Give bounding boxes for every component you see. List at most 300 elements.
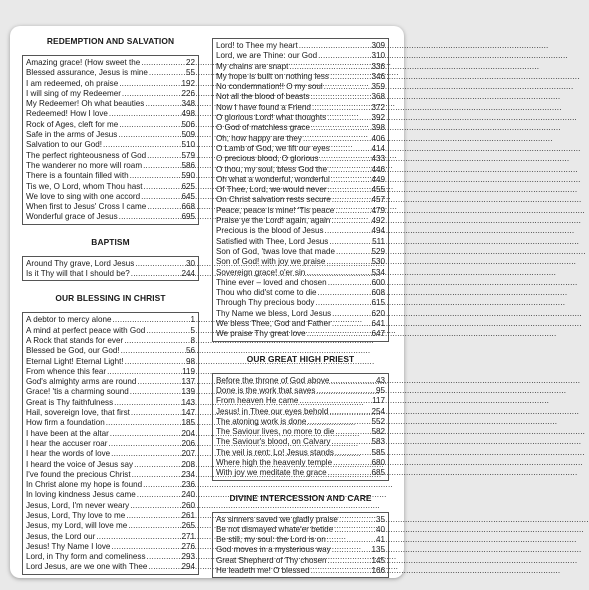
dot-leader [119, 120, 180, 130]
section-high-priest [212, 354, 389, 481]
hymn-first-line: In loving kindness Jesus came [26, 490, 136, 500]
hymn-first-line: Thine ever – loved and chosen [216, 277, 327, 287]
hymn-first-line: Done is the work that saves [216, 385, 316, 395]
hymn-first-line: We bless Thee, God and Father [216, 319, 331, 329]
hymn-first-line: Son of God, 'twas love that made [216, 246, 335, 256]
hymn-entry [26, 259, 195, 269]
hymn-entry [26, 460, 195, 470]
hymn-number: 135 [371, 545, 385, 555]
dot-leader [124, 336, 189, 346]
section-blessing-continued [212, 38, 389, 342]
hymn-entry [216, 62, 385, 72]
dot-leader [327, 113, 370, 123]
hymn-number: 586 [181, 160, 195, 170]
hymn-entry [216, 92, 385, 102]
dot-leader [131, 269, 181, 279]
hymn-number: 492 [371, 216, 385, 226]
hymn-first-line: Jesus, my Lord, will love me [26, 521, 128, 531]
hymn-number: 95 [375, 385, 385, 395]
dot-leader [110, 429, 181, 439]
hymn-number: 446 [371, 164, 385, 174]
dot-leader [130, 501, 180, 511]
hymn-first-line: As sinners saved we gladly praise [216, 514, 338, 524]
hymn-number: 98 [185, 356, 195, 366]
hymn-entry [216, 566, 385, 576]
hymn-entry [26, 552, 195, 562]
dot-leader [144, 182, 181, 192]
hymn-first-line: From heaven He came [216, 396, 299, 406]
dot-leader [334, 525, 375, 535]
hymn-first-line: I hear the accuser roar [26, 438, 108, 448]
dot-leader [331, 437, 370, 447]
right-column [212, 38, 389, 590]
dot-leader [329, 407, 370, 417]
dot-leader [146, 326, 189, 336]
hymn-first-line: On Christ salvation rests secure [216, 195, 331, 205]
hymn-number: 406 [371, 133, 385, 143]
hymn-first-line: Salvation to our God! [26, 140, 103, 150]
hymn-entry [216, 154, 385, 164]
hymn-first-line: I heard the voice of Jesus say [26, 459, 134, 469]
dot-leader [327, 535, 375, 545]
hymn-first-line: Rock of Ages, cleft for me [26, 119, 119, 129]
section-heading: BAPTISM [91, 236, 130, 247]
hymn-entry [216, 72, 385, 82]
dot-leader [108, 439, 180, 449]
dot-leader [318, 288, 371, 298]
hymn-number: 534 [371, 267, 385, 277]
hymn-number: 494 [371, 226, 385, 236]
hymn-first-line: The perfect righteousness of God [26, 150, 147, 160]
hymn-number: 309 [371, 41, 385, 50]
hymn-first-line: Tis we, O Lord, whom Thou hast [26, 181, 143, 191]
hymn-first-line: O glorious Lord! what thoughts [216, 113, 327, 123]
hymn-first-line: O precious blood, O glorious [216, 154, 319, 164]
hymn-first-line: Lord! to Thee my heart [216, 41, 298, 50]
hymn-first-line: No condemnation!! O my soul [216, 82, 323, 92]
hymn-entry [26, 377, 195, 387]
hymn-number: 479 [371, 205, 385, 215]
hymn-entry [26, 140, 195, 150]
hymn-entry [216, 556, 385, 566]
hymn-number: 265 [181, 521, 195, 531]
hymn-first-line: Great Shepherd of Thy chosen [216, 555, 327, 565]
hymn-number: 600 [371, 277, 385, 287]
hymn-entry [26, 387, 195, 397]
hymn-number: 30 [185, 258, 195, 268]
dot-leader [134, 460, 180, 470]
hymn-entry [26, 202, 195, 212]
hymn-first-line: Son of God! with joy we praise [216, 257, 326, 267]
dot-leader [145, 99, 180, 109]
dot-leader [303, 134, 371, 144]
dot-leader [118, 130, 180, 140]
hymn-number: 372 [371, 102, 385, 112]
hymn-number: 695 [181, 212, 195, 222]
hymn-entry [26, 398, 195, 408]
hymn-entry [26, 511, 195, 521]
hymn-entry [216, 319, 385, 329]
hymn-first-line: Satisfied with Thee, Lord Jesus [216, 236, 329, 246]
hymn-entry [216, 185, 385, 195]
hymn-number: 236 [181, 480, 195, 490]
dot-leader [112, 315, 189, 325]
hymn-entry [216, 247, 385, 257]
hymn-number: 510 [181, 140, 195, 150]
hymn-entry [216, 237, 385, 247]
dot-leader [328, 165, 370, 175]
dot-leader [114, 398, 180, 408]
hymn-number: 119 [182, 366, 195, 376]
hymn-entry [216, 175, 385, 185]
hymn-first-line: My hope is built on nothing less [216, 71, 329, 81]
hymn-number: 145 [371, 555, 385, 565]
hymn-first-line: Where high the heavenly temple [216, 457, 333, 467]
hymn-entry [26, 408, 195, 418]
hymn-number: 240 [181, 490, 195, 500]
dot-leader [328, 468, 371, 478]
hymn-entry [26, 109, 195, 119]
dot-leader [335, 206, 370, 216]
hymn-first-line: How firm a foundation [26, 418, 105, 428]
hymn-number: 208 [181, 459, 195, 469]
dot-leader [147, 552, 181, 562]
hymn-entry [216, 113, 385, 123]
hymn-number: 590 [181, 171, 195, 181]
hymn-first-line: O God of matchless grace [216, 123, 311, 133]
hymn-entry [26, 346, 195, 356]
hymn-entry [216, 278, 385, 288]
hymn-entry [26, 269, 195, 279]
hymn-first-line: A Rock that stands for ever [26, 335, 124, 345]
hymn-number: 506 [181, 119, 195, 129]
hymn-first-line: He leadeth me! O blessed [216, 566, 310, 576]
hymn-number: 147 [181, 408, 195, 418]
hymn-entry [26, 532, 195, 542]
dot-leader [311, 123, 370, 133]
hymn-first-line: Hail, sovereign love, that first [26, 408, 130, 418]
hymn-entry [26, 182, 195, 192]
hymn-number: 234 [181, 469, 195, 479]
hymn-number: 293 [181, 552, 195, 562]
hymn-entry [216, 123, 385, 133]
dot-leader [329, 237, 371, 247]
hymn-entry [26, 562, 195, 572]
hymn-entry [26, 439, 195, 449]
hymn-first-line: When first to Jesus' Cross I came [26, 202, 147, 212]
hymn-first-line: Jesus, the Lord our [26, 531, 96, 541]
dot-leader [148, 562, 180, 572]
dot-leader [143, 161, 180, 171]
hymn-entry [26, 449, 195, 459]
hymn-number: 244 [181, 269, 195, 279]
hymn-number: 585 [371, 447, 385, 457]
dot-leader [147, 202, 180, 212]
dot-leader [332, 545, 371, 555]
hymn-entry [26, 212, 195, 222]
hymn-entry [216, 268, 385, 278]
dot-leader [325, 226, 371, 236]
hymn-number: 204 [181, 428, 195, 438]
hymn-number: 143 [181, 397, 195, 407]
hymn-number: 207 [181, 449, 195, 459]
hymn-entry [26, 171, 195, 181]
hymn-number: 310 [371, 51, 385, 61]
hymn-list [22, 256, 199, 282]
hymn-entry [26, 58, 195, 68]
hymn-number: 185 [181, 418, 195, 428]
hymn-first-line: Now I have found a Friend [216, 102, 311, 112]
dot-leader [320, 154, 371, 164]
hymn-first-line: The wanderer no more will roam [26, 160, 143, 170]
dot-leader [332, 309, 370, 319]
dot-leader [149, 68, 185, 78]
dot-leader [103, 140, 180, 150]
hymn-entry [216, 458, 385, 468]
hymn-first-line: Be still, my soul: the Lord is on [216, 535, 326, 545]
hymn-first-line: I am redeemed, oh praise [26, 78, 119, 88]
hymn-first-line: I hear the words of love [26, 449, 111, 459]
hymn-entry [26, 79, 195, 89]
hymn-first-line: Wonderful grace of Jesus [26, 212, 118, 222]
dot-leader [289, 62, 370, 72]
dot-leader [330, 376, 375, 386]
hymn-list [22, 312, 199, 574]
hymn-first-line: Amazing grace! (How sweet the [26, 58, 141, 67]
hymn-number: 206 [181, 438, 195, 448]
hymn-entry [216, 545, 385, 555]
left-column [22, 36, 199, 587]
hymn-entry [216, 386, 385, 396]
hymn-number: 55 [185, 68, 195, 78]
section-heading: OUR BLESSING IN CHRIST [55, 293, 166, 304]
hymn-entry [216, 396, 385, 406]
dot-leader [331, 175, 371, 185]
hymn-number: 276 [181, 541, 195, 551]
hymn-entry [216, 206, 385, 216]
section-blessing [22, 293, 199, 574]
hymn-number: 56 [185, 346, 195, 356]
hymn-entry [216, 103, 385, 113]
dot-leader [130, 387, 181, 397]
hymn-first-line: Grace! 'tis a charming sound [26, 387, 129, 397]
hymn-first-line: Blessed assurance, Jesus is mine [26, 68, 148, 78]
section-heading: REDEMPTION AND SALVATION [46, 36, 175, 46]
hymn-first-line: There is a fountain filled with [26, 171, 129, 181]
hymn-first-line: Jesus, Lord, I'm never weary [26, 500, 130, 510]
dot-leader [96, 532, 180, 542]
hymn-number: 43 [375, 375, 385, 385]
hymn-list [212, 373, 389, 481]
dot-leader [311, 92, 371, 102]
dot-leader [328, 556, 371, 566]
hymn-entry [26, 357, 195, 367]
hymn-first-line: Thy Name we bless, Lord Jesus [216, 308, 332, 318]
hymn-entry [216, 165, 385, 175]
hymn-first-line: Of Thee, Lord, we would never [216, 185, 327, 195]
hymn-number: 137 [181, 377, 195, 387]
hymn-first-line: O thou, my soul, bless God the [216, 164, 328, 174]
hymn-number: 552 [371, 416, 385, 426]
hymn-entry [216, 468, 385, 478]
hymn-number: 359 [371, 82, 385, 92]
hymn-first-line: Be not dismayed whate'er betide [216, 524, 334, 534]
hymn-first-line: Praise ye the Lord! again, again [216, 216, 331, 226]
hymn-entry [26, 68, 195, 78]
dot-leader [132, 470, 181, 480]
hymn-first-line: I have been at the altar [26, 428, 109, 438]
hymn-entry [26, 490, 195, 500]
hymn-entry [216, 427, 385, 437]
hymn-number: 348 [181, 99, 195, 109]
dot-leader [332, 319, 371, 329]
dot-leader [328, 185, 371, 195]
dot-leader [332, 195, 371, 205]
hymn-first-line: Thou who did'st come to die [216, 288, 317, 298]
hymn-number: 226 [181, 88, 195, 98]
section-intercession [212, 493, 389, 579]
hymn-first-line: I've found the precious Christ [26, 469, 131, 479]
hymn-entry [216, 298, 385, 308]
hymn-number: 668 [181, 202, 195, 212]
hymn-entry [216, 437, 385, 447]
hymn-entry [26, 120, 195, 130]
hymn-number: 368 [371, 92, 385, 102]
hymn-first-line: Peace, peace is mine! 'Tis peace [216, 205, 335, 215]
hymn-number: 457 [371, 195, 385, 205]
dot-leader [141, 192, 180, 202]
hymn-entry [216, 226, 385, 236]
dot-leader [311, 566, 371, 576]
hymn-first-line: With joy we meditate the grace [216, 468, 327, 478]
hymn-first-line: Through Thy precious body [216, 298, 315, 308]
hymn-entry [216, 257, 385, 267]
hymn-list [212, 38, 389, 342]
hymn-first-line: God's almighty arms are round [26, 377, 137, 387]
hymn-number: 392 [371, 113, 385, 123]
dot-leader [109, 109, 181, 119]
hymn-entry [216, 216, 385, 226]
hymn-first-line: Precious is the blood of Jesus [216, 226, 324, 236]
hymn-first-line: In Christ alone my hope is found [26, 480, 143, 490]
hymn-entry [26, 89, 195, 99]
dot-leader [333, 458, 370, 468]
hymn-number: 261 [181, 510, 195, 520]
hymn-number: 260 [181, 500, 195, 510]
hymn-entry [216, 195, 385, 205]
hymn-number: 455 [371, 185, 385, 195]
hymn-entry [216, 515, 385, 525]
dot-leader [331, 216, 370, 226]
hymn-entry [216, 448, 385, 458]
hymn-first-line: The Saviour's blood, on Calvary [216, 437, 331, 447]
dot-leader [330, 72, 371, 82]
dot-leader [119, 79, 180, 89]
dot-leader [339, 515, 375, 525]
hymn-number: 166 [371, 566, 385, 576]
hymn-entry [26, 542, 195, 552]
hymn-first-line: Eternal Light! Eternal Light! [26, 356, 124, 366]
hymn-entry [26, 130, 195, 140]
dot-leader [121, 346, 185, 356]
hymn-entry [216, 134, 385, 144]
hymn-entry [26, 418, 195, 428]
dot-leader [130, 171, 181, 181]
hymn-first-line: The veil is rent: Lo! Jesus stands [216, 447, 334, 457]
hymn-number: 620 [371, 308, 385, 318]
hymn-first-line: Great is Thy faithfulness [26, 397, 114, 407]
dot-leader [315, 298, 370, 308]
dot-leader [312, 103, 371, 113]
hymn-first-line: God moves in a mysterious way [216, 545, 331, 555]
hymn-first-line: Not all the blood of beasts [216, 92, 310, 102]
hymn-first-line: Oh, how happy are they [216, 133, 302, 143]
hymn-entry [216, 144, 385, 154]
hymn-number: 336 [371, 61, 385, 71]
hymn-number: 1 [190, 315, 195, 325]
dot-leader [307, 417, 370, 427]
hymn-entry [216, 525, 385, 535]
dot-leader [324, 82, 371, 92]
hymn-first-line: Lord Jesus, are we one with Thee [26, 562, 148, 572]
dot-leader [147, 151, 180, 161]
hymn-number: 529 [371, 246, 385, 256]
hymn-first-line: Jesus! in Thee our eyes behold [216, 406, 329, 416]
hymn-number: 641 [371, 319, 385, 329]
hymn-entry [216, 417, 385, 427]
hymn-number: 22 [185, 58, 195, 67]
hymn-first-line: Lord, in Thy form and comeliness [26, 552, 146, 562]
hymn-entry [216, 51, 385, 61]
hymn-number: 139 [181, 387, 195, 397]
dot-leader [307, 329, 371, 339]
hymn-entry [26, 161, 195, 171]
hymn-number: 8 [190, 335, 195, 345]
hymn-number: 582 [371, 427, 385, 437]
hymn-first-line: My Redeemer! Oh what beauties [26, 99, 145, 109]
hymn-entry [26, 429, 195, 439]
hymn-first-line: Blessed be God, our God! [26, 346, 120, 356]
hymn-entry [26, 367, 195, 377]
hymn-number: 40 [375, 524, 385, 534]
hymn-number: 254 [371, 406, 385, 416]
hymn-first-line: I will sing of my Redeemer [26, 88, 121, 98]
dot-leader [122, 89, 181, 99]
dot-leader [299, 396, 371, 406]
hymn-entry [26, 192, 195, 202]
hymn-number: 398 [371, 123, 385, 133]
hymn-first-line: Jesus! Thy Name I love [26, 541, 111, 551]
dot-leader [335, 427, 370, 437]
hymn-first-line: Safe in the arms of Jesus [26, 130, 118, 140]
hymn-entry [216, 407, 385, 417]
hymn-entry [26, 99, 195, 109]
hymn-number: 530 [371, 257, 385, 267]
hymn-number: 579 [181, 150, 195, 160]
hymn-entry [26, 151, 195, 161]
hymn-number: 615 [371, 298, 385, 308]
dot-leader [128, 521, 180, 531]
dot-leader [137, 377, 180, 387]
dot-leader [111, 542, 180, 552]
hymn-entry [216, 82, 385, 92]
hymn-number: 685 [371, 468, 385, 478]
dot-leader [125, 357, 185, 367]
hymn-number: 645 [181, 191, 195, 201]
hymn-entry [216, 309, 385, 319]
hymn-number: 41 [375, 535, 385, 545]
dot-leader [137, 490, 181, 500]
